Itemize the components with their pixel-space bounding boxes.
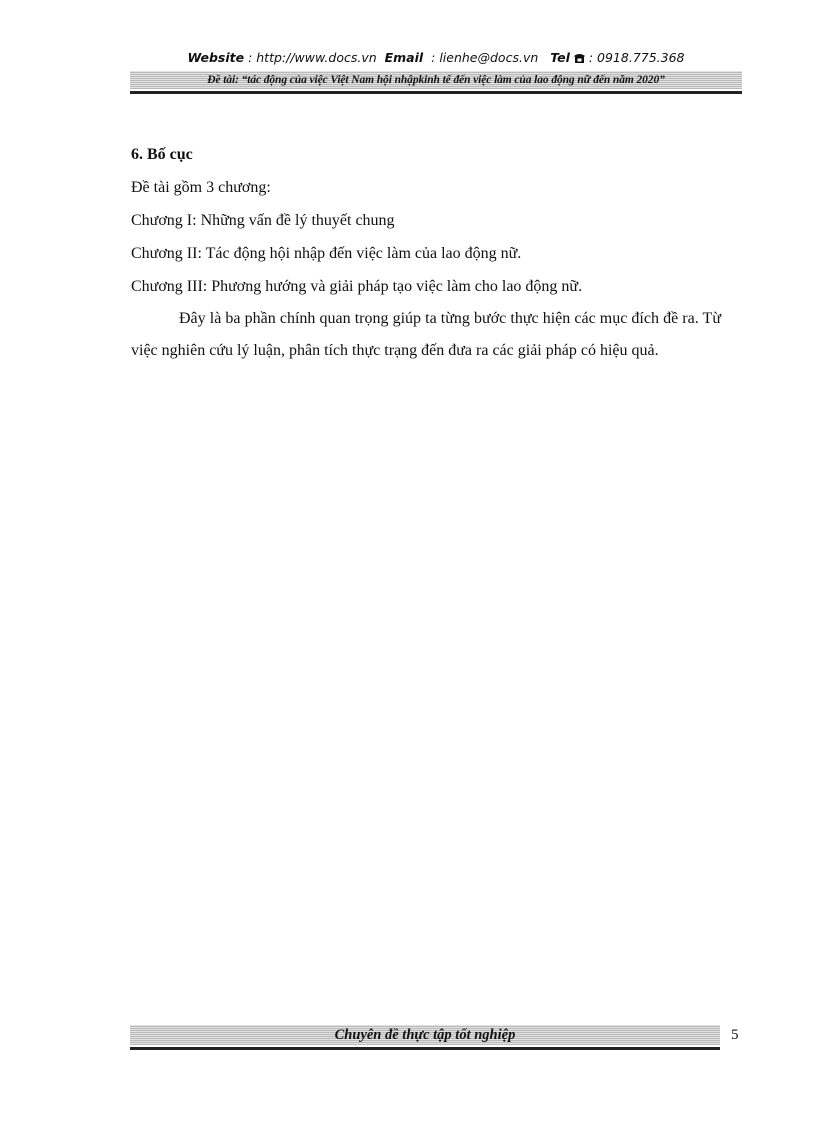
email-label: Email <box>384 50 424 65</box>
header-contact-line <box>130 50 742 65</box>
header-topic-bar <box>130 71 742 89</box>
section-heading: 6. Bố cục <box>131 146 193 163</box>
topic-title: Đề tài: “tác động của việc Việt Nam hội nhậpkinh tế đến việc làm của lao động nữ đến năm 2020” <box>207 74 665 86</box>
website-label: Website <box>187 50 245 65</box>
tel-value: : 0918.775.368 <box>588 50 685 65</box>
chapter-item: Chương II: Tác động hội nhập đến việc làm của lao động nữ. <box>131 245 522 262</box>
document-body <box>131 138 721 367</box>
website-value[interactable]: : http://www.docs.vn <box>248 50 377 65</box>
intro-text: Đề tài gồm 3 chương: <box>131 179 271 196</box>
tel-label: Tel <box>550 50 570 65</box>
email-value[interactable]: : lienhe@docs.vn <box>431 50 539 65</box>
footer-title: Chuyên đề thực tập tốt nghiệp <box>334 1026 516 1043</box>
summary-paragraph: Đây là ba phần chính quan trọng giúp ta từng bước thực hiện các mục đích đề ra. Từ việc nghiên cứu lý luận, phân tích thực trạng đến đưa ra các giải pháp có hiệu quả. <box>131 310 721 359</box>
page-number: 5 <box>731 1027 739 1043</box>
header-divider <box>130 91 742 94</box>
chapter-item: Chương III: Phương hướng và giải pháp tạo việc làm cho lao động nữ. <box>131 278 583 295</box>
phone-icon <box>574 50 589 65</box>
footer-title-bar <box>130 1025 720 1045</box>
footer-divider <box>130 1047 720 1050</box>
chapter-item: Chương I: Những vấn đề lý thuyết chung <box>131 212 395 229</box>
